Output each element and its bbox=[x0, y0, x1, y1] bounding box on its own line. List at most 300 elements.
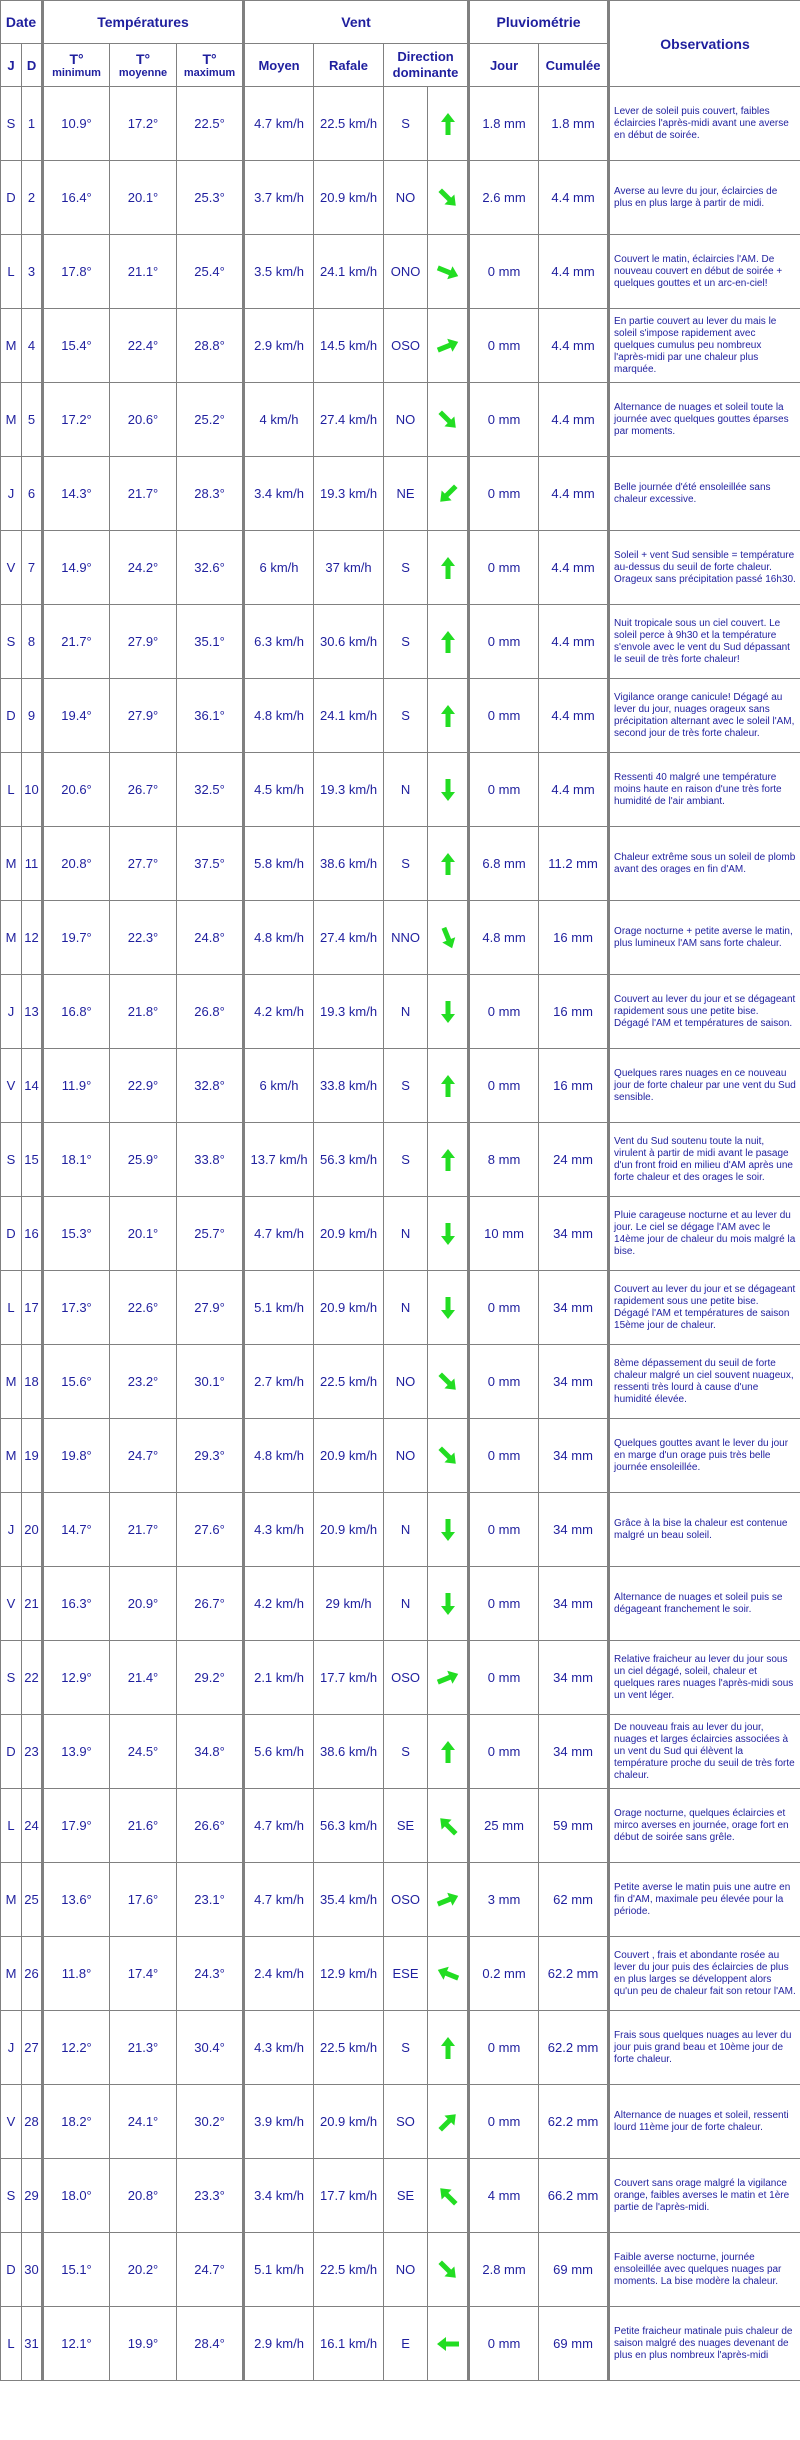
temp-min: 20.6° bbox=[43, 753, 110, 827]
rain-cumulative: 16 mm bbox=[539, 901, 609, 975]
header-direction: Direction dominante bbox=[384, 44, 469, 87]
table-row bbox=[1, 1271, 800, 1345]
wind-arrow-icon bbox=[435, 2183, 461, 2209]
rain-day: 0 mm bbox=[469, 309, 539, 383]
header-jour: Jour bbox=[469, 44, 539, 87]
temp-max: 28.8° bbox=[177, 309, 244, 383]
temp-min: 13.9° bbox=[43, 1715, 110, 1789]
wind-avg: 4.3 km/h bbox=[244, 1493, 314, 1567]
observation-text: Relative fraicheur au lever du jour sous un ciel dégagé, soleil, chaleur et quelques rares nuages l'après-midi sous un vent léger. bbox=[609, 1641, 800, 1715]
table-row bbox=[1, 2011, 800, 2085]
wind-direction: NE bbox=[384, 457, 428, 531]
observation-text: Chaleur extrême sous un soleil de plomb avant des orages en fin d'AM. bbox=[609, 827, 800, 901]
rain-cumulative: 34 mm bbox=[539, 1567, 609, 1641]
temp-avg: 24.2° bbox=[110, 531, 177, 605]
day-number: 7 bbox=[22, 531, 43, 605]
wind-avg: 13.7 km/h bbox=[244, 1123, 314, 1197]
temp-min: 11.8° bbox=[43, 1937, 110, 2011]
day-number: 23 bbox=[22, 1715, 43, 1789]
wind-gust: 20.9 km/h bbox=[314, 1419, 384, 1493]
day-number: 3 bbox=[22, 235, 43, 309]
temp-max: 34.8° bbox=[177, 1715, 244, 1789]
wind-gust: 14.5 km/h bbox=[314, 309, 384, 383]
rain-cumulative: 4.4 mm bbox=[539, 531, 609, 605]
rain-day: 0 mm bbox=[469, 2011, 539, 2085]
rain-day: 2.6 mm bbox=[469, 161, 539, 235]
wind-direction: ESE bbox=[384, 1937, 428, 2011]
day-letter: J bbox=[1, 457, 22, 531]
wind-arrow-cell bbox=[428, 1863, 469, 1937]
wind-direction: NO bbox=[384, 1345, 428, 1419]
wind-arrow-shape bbox=[435, 1667, 461, 1688]
day-letter: S bbox=[1, 1123, 22, 1197]
header-moyen: Moyen bbox=[244, 44, 314, 87]
rain-day: 1.8 mm bbox=[469, 87, 539, 161]
wind-arrow-shape bbox=[441, 853, 455, 875]
temp-max: 35.1° bbox=[177, 605, 244, 679]
day-number: 1 bbox=[22, 87, 43, 161]
temp-max: 23.3° bbox=[177, 2159, 244, 2233]
wind-avg: 4.2 km/h bbox=[244, 1567, 314, 1641]
wind-avg: 2.1 km/h bbox=[244, 1641, 314, 1715]
day-number: 20 bbox=[22, 1493, 43, 1567]
day-number: 31 bbox=[22, 2307, 43, 2381]
temp-avg: 26.7° bbox=[110, 753, 177, 827]
temp-avg: 27.7° bbox=[110, 827, 177, 901]
wind-arrow-cell bbox=[428, 605, 469, 679]
wind-direction: NO bbox=[384, 383, 428, 457]
temp-min: 12.2° bbox=[43, 2011, 110, 2085]
day-number: 8 bbox=[22, 605, 43, 679]
header-temperatures: Températures bbox=[43, 1, 244, 44]
wind-gust: 20.9 km/h bbox=[314, 161, 384, 235]
temp-min: 18.1° bbox=[43, 1123, 110, 1197]
day-number: 21 bbox=[22, 1567, 43, 1641]
rain-cumulative: 1.8 mm bbox=[539, 87, 609, 161]
header-d: D bbox=[22, 44, 43, 87]
day-number: 29 bbox=[22, 2159, 43, 2233]
wind-arrow-cell bbox=[428, 753, 469, 827]
temp-min: 19.4° bbox=[43, 679, 110, 753]
day-letter: V bbox=[1, 1567, 22, 1641]
wind-avg: 6.3 km/h bbox=[244, 605, 314, 679]
day-number: 11 bbox=[22, 827, 43, 901]
wind-arrow-icon bbox=[435, 2331, 461, 2357]
wind-direction: NO bbox=[384, 1419, 428, 1493]
table-row bbox=[1, 309, 800, 383]
temp-avg: 21.3° bbox=[110, 2011, 177, 2085]
wind-avg: 4.8 km/h bbox=[244, 679, 314, 753]
wind-gust: 27.4 km/h bbox=[314, 383, 384, 457]
wind-direction: S bbox=[384, 1049, 428, 1123]
rain-cumulative: 4.4 mm bbox=[539, 309, 609, 383]
wind-arrow-icon bbox=[435, 1517, 461, 1543]
wind-avg: 4.7 km/h bbox=[244, 1863, 314, 1937]
rain-day: 0 mm bbox=[469, 605, 539, 679]
table-row bbox=[1, 1419, 800, 1493]
temp-avg: 19.9° bbox=[110, 2307, 177, 2381]
wind-arrow-shape bbox=[441, 1741, 455, 1763]
rain-day: 0 mm bbox=[469, 753, 539, 827]
day-letter: L bbox=[1, 235, 22, 309]
day-number: 27 bbox=[22, 2011, 43, 2085]
header-tmax: T° maximum bbox=[177, 44, 244, 87]
temp-min: 16.4° bbox=[43, 161, 110, 235]
wind-arrow-cell bbox=[428, 1049, 469, 1123]
day-number: 30 bbox=[22, 2233, 43, 2307]
wind-direction: S bbox=[384, 2011, 428, 2085]
day-number: 17 bbox=[22, 1271, 43, 1345]
day-letter: S bbox=[1, 2159, 22, 2233]
day-number: 24 bbox=[22, 1789, 43, 1863]
wind-direction: N bbox=[384, 1271, 428, 1345]
rain-cumulative: 34 mm bbox=[539, 1271, 609, 1345]
header-rafale: Rafale bbox=[314, 44, 384, 87]
day-letter: J bbox=[1, 975, 22, 1049]
wind-arrow-shape bbox=[435, 1443, 460, 1468]
wind-avg: 4.8 km/h bbox=[244, 901, 314, 975]
rain-cumulative: 59 mm bbox=[539, 1789, 609, 1863]
temp-min: 14.7° bbox=[43, 1493, 110, 1567]
wind-arrow-shape bbox=[441, 1297, 455, 1319]
temp-avg: 22.4° bbox=[110, 309, 177, 383]
table-row bbox=[1, 235, 800, 309]
wind-arrow-icon bbox=[435, 1147, 461, 1173]
temp-avg: 20.8° bbox=[110, 2159, 177, 2233]
wind-arrow-icon bbox=[435, 629, 461, 655]
table-row bbox=[1, 1641, 800, 1715]
observation-text: Nuit tropicale sous un ciel couvert. Le soleil perce à 9h30 et la température s'envole avec le vent du Sud dépassant le seuil de très forte chaleur! bbox=[609, 605, 800, 679]
table-body bbox=[1, 87, 800, 2381]
temp-min: 15.6° bbox=[43, 1345, 110, 1419]
wind-avg: 3.4 km/h bbox=[244, 2159, 314, 2233]
temp-max: 26.6° bbox=[177, 1789, 244, 1863]
wind-arrow-shape bbox=[441, 779, 455, 801]
wind-gust: 19.3 km/h bbox=[314, 753, 384, 827]
wind-gust: 20.9 km/h bbox=[314, 1493, 384, 1567]
wind-gust: 56.3 km/h bbox=[314, 1123, 384, 1197]
day-letter: J bbox=[1, 2011, 22, 2085]
temp-avg: 27.9° bbox=[110, 605, 177, 679]
table-row bbox=[1, 2307, 800, 2381]
rain-cumulative: 4.4 mm bbox=[539, 605, 609, 679]
temp-max: 26.8° bbox=[177, 975, 244, 1049]
wind-avg: 3.9 km/h bbox=[244, 2085, 314, 2159]
rain-day: 8 mm bbox=[469, 1123, 539, 1197]
day-number: 19 bbox=[22, 1419, 43, 1493]
wind-gust: 30.6 km/h bbox=[314, 605, 384, 679]
temp-max: 32.8° bbox=[177, 1049, 244, 1123]
temp-max: 27.6° bbox=[177, 1493, 244, 1567]
wind-arrow-cell bbox=[428, 383, 469, 457]
temp-min: 16.3° bbox=[43, 1567, 110, 1641]
wind-arrow-cell bbox=[428, 1123, 469, 1197]
wind-avg: 5.6 km/h bbox=[244, 1715, 314, 1789]
wind-direction: OSO bbox=[384, 1863, 428, 1937]
wind-arrow-cell bbox=[428, 1937, 469, 2011]
wind-arrow-cell bbox=[428, 161, 469, 235]
wind-arrow-shape bbox=[441, 1593, 455, 1615]
temp-avg: 20.6° bbox=[110, 383, 177, 457]
table-row bbox=[1, 1937, 800, 2011]
temp-max: 28.4° bbox=[177, 2307, 244, 2381]
temp-avg: 17.6° bbox=[110, 1863, 177, 1937]
rain-day: 0 mm bbox=[469, 1049, 539, 1123]
wind-avg: 6 km/h bbox=[244, 1049, 314, 1123]
temp-max: 25.7° bbox=[177, 1197, 244, 1271]
observation-text: Orage nocturne + petite averse le matin, plus lumineux l'AM sans forte chaleur. bbox=[609, 901, 800, 975]
day-number: 4 bbox=[22, 309, 43, 383]
rain-day: 6.8 mm bbox=[469, 827, 539, 901]
rain-day: 0 mm bbox=[469, 235, 539, 309]
wind-avg: 5.8 km/h bbox=[244, 827, 314, 901]
wind-avg: 4.2 km/h bbox=[244, 975, 314, 1049]
rain-cumulative: 24 mm bbox=[539, 1123, 609, 1197]
day-letter: D bbox=[1, 1715, 22, 1789]
wind-avg: 4.7 km/h bbox=[244, 87, 314, 161]
wind-arrow-shape bbox=[441, 705, 455, 727]
wind-direction: SE bbox=[384, 2159, 428, 2233]
wind-direction: S bbox=[384, 1123, 428, 1197]
day-letter: D bbox=[1, 679, 22, 753]
observation-text: Ressenti 40 malgré une température moins haute en raison d'une très forte humidité de l'air ambiant. bbox=[609, 753, 800, 827]
observation-text: Averse au levre du jour, éclaircies de plus en plus large à partir de midi. bbox=[609, 161, 800, 235]
temp-min: 15.3° bbox=[43, 1197, 110, 1271]
wind-arrow-icon bbox=[435, 185, 461, 211]
temp-min: 11.9° bbox=[43, 1049, 110, 1123]
temp-avg: 20.1° bbox=[110, 1197, 177, 1271]
wind-gust: 22.5 km/h bbox=[314, 2233, 384, 2307]
rain-day: 0 mm bbox=[469, 1641, 539, 1715]
temp-avg: 25.9° bbox=[110, 1123, 177, 1197]
observation-text: Couvert au lever du jour et se dégageant rapidement sous une petite bise. Dégagé l'AM et températures de saison 15ème jour de chaleur. bbox=[609, 1271, 800, 1345]
wind-arrow-cell bbox=[428, 2159, 469, 2233]
temp-max: 29.2° bbox=[177, 1641, 244, 1715]
wind-arrow-icon bbox=[435, 259, 461, 285]
wind-avg: 6 km/h bbox=[244, 531, 314, 605]
table-row bbox=[1, 1789, 800, 1863]
wind-gust: 33.8 km/h bbox=[314, 1049, 384, 1123]
observation-text: Couvert sans orage malgré la vigilance orange, faibles averses le matin et 1ère partie de l'après-midi. bbox=[609, 2159, 800, 2233]
rain-cumulative: 69 mm bbox=[539, 2233, 609, 2307]
wind-arrow-icon bbox=[435, 333, 461, 359]
day-letter: J bbox=[1, 1493, 22, 1567]
wind-avg: 4.7 km/h bbox=[244, 1197, 314, 1271]
table-row bbox=[1, 975, 800, 1049]
wind-arrow-shape bbox=[435, 1813, 460, 1838]
observation-text: Lever de soleil puis couvert, faibles éclaircies l'après-midi avant une averse en début de soirée. bbox=[609, 87, 800, 161]
temp-min: 18.2° bbox=[43, 2085, 110, 2159]
wind-gust: 20.9 km/h bbox=[314, 2085, 384, 2159]
table-row bbox=[1, 1049, 800, 1123]
wind-arrow-shape bbox=[441, 1001, 455, 1023]
wind-arrow-cell bbox=[428, 309, 469, 383]
wind-arrow-shape bbox=[441, 2037, 455, 2059]
temp-min: 20.8° bbox=[43, 827, 110, 901]
temp-min: 21.7° bbox=[43, 605, 110, 679]
wind-gust: 29 km/h bbox=[314, 1567, 384, 1641]
wind-arrow-cell bbox=[428, 1641, 469, 1715]
wind-gust: 27.4 km/h bbox=[314, 901, 384, 975]
wind-arrow-shape bbox=[435, 261, 461, 282]
wind-gust: 17.7 km/h bbox=[314, 2159, 384, 2233]
rain-day: 0 mm bbox=[469, 1715, 539, 1789]
rain-cumulative: 16 mm bbox=[539, 1049, 609, 1123]
header-cumulee: Cumulée bbox=[539, 44, 609, 87]
rain-day: 2.8 mm bbox=[469, 2233, 539, 2307]
day-letter: V bbox=[1, 1049, 22, 1123]
wind-arrow-shape bbox=[441, 113, 455, 135]
day-letter: S bbox=[1, 605, 22, 679]
wind-arrow-icon bbox=[435, 2109, 461, 2135]
temp-avg: 24.1° bbox=[110, 2085, 177, 2159]
wind-direction: N bbox=[384, 1493, 428, 1567]
day-number: 28 bbox=[22, 2085, 43, 2159]
rain-day: 0 mm bbox=[469, 975, 539, 1049]
wind-direction: E bbox=[384, 2307, 428, 2381]
day-letter: M bbox=[1, 1419, 22, 1493]
observation-text: Quelques gouttes avant le lever du jour en marge d'un orage puis très belle journée ensoleillée. bbox=[609, 1419, 800, 1493]
wind-arrow-icon bbox=[435, 1591, 461, 1617]
wind-arrow-cell bbox=[428, 1419, 469, 1493]
day-letter: M bbox=[1, 1863, 22, 1937]
wind-arrow-shape bbox=[435, 2183, 460, 2208]
wind-arrow-cell bbox=[428, 2307, 469, 2381]
wind-arrow-shape bbox=[435, 407, 460, 432]
rain-day: 0 mm bbox=[469, 679, 539, 753]
rain-cumulative: 34 mm bbox=[539, 1345, 609, 1419]
rain-cumulative: 4.4 mm bbox=[539, 161, 609, 235]
temp-max: 24.8° bbox=[177, 901, 244, 975]
wind-arrow-icon bbox=[435, 1221, 461, 1247]
wind-direction: S bbox=[384, 1715, 428, 1789]
wind-gust: 19.3 km/h bbox=[314, 975, 384, 1049]
temp-max: 25.4° bbox=[177, 235, 244, 309]
wind-arrow-shape bbox=[441, 1223, 455, 1245]
day-number: 6 bbox=[22, 457, 43, 531]
temp-avg: 21.7° bbox=[110, 1493, 177, 1567]
day-letter: D bbox=[1, 2233, 22, 2307]
day-letter: D bbox=[1, 161, 22, 235]
wind-direction: S bbox=[384, 87, 428, 161]
temp-max: 25.2° bbox=[177, 383, 244, 457]
wind-direction: NO bbox=[384, 161, 428, 235]
wind-arrow-icon bbox=[435, 1073, 461, 1099]
wind-gust: 20.9 km/h bbox=[314, 1197, 384, 1271]
temp-max: 33.8° bbox=[177, 1123, 244, 1197]
wind-arrow-cell bbox=[428, 975, 469, 1049]
temp-max: 29.3° bbox=[177, 1419, 244, 1493]
wind-avg: 2.4 km/h bbox=[244, 1937, 314, 2011]
day-number: 18 bbox=[22, 1345, 43, 1419]
wind-arrow-cell bbox=[428, 1715, 469, 1789]
wind-direction: S bbox=[384, 827, 428, 901]
wind-arrow-cell bbox=[428, 531, 469, 605]
day-number: 15 bbox=[22, 1123, 43, 1197]
wind-arrow-shape bbox=[435, 2109, 460, 2134]
temp-avg: 22.9° bbox=[110, 1049, 177, 1123]
rain-day: 0 mm bbox=[469, 457, 539, 531]
wind-arrow-shape bbox=[441, 557, 455, 579]
wind-arrow-icon bbox=[435, 925, 461, 951]
day-number: 13 bbox=[22, 975, 43, 1049]
wind-avg: 3.7 km/h bbox=[244, 161, 314, 235]
wind-avg: 4.7 km/h bbox=[244, 1789, 314, 1863]
wind-arrow-shape bbox=[435, 2257, 460, 2282]
day-number: 14 bbox=[22, 1049, 43, 1123]
day-letter: L bbox=[1, 1789, 22, 1863]
temp-min: 12.1° bbox=[43, 2307, 110, 2381]
day-letter: L bbox=[1, 1271, 22, 1345]
rain-cumulative: 34 mm bbox=[539, 1715, 609, 1789]
wind-arrow-icon bbox=[435, 2257, 461, 2283]
rain-day: 3 mm bbox=[469, 1863, 539, 1937]
observation-text: Faible averse nocturne, journée ensoleillée avec quelques nuages par moments. La bise modère la chaleur. bbox=[609, 2233, 800, 2307]
temp-min: 14.3° bbox=[43, 457, 110, 531]
observation-text: Grâce à la bise la chaleur est contenue malgré un beau soleil. bbox=[609, 1493, 800, 1567]
observation-text: Couvert au lever du jour et se dégageant rapidement sous une petite bise. Dégagé l'AM et températures de saison. bbox=[609, 975, 800, 1049]
day-letter: M bbox=[1, 827, 22, 901]
wind-arrow-shape bbox=[435, 335, 461, 356]
wind-avg: 2.9 km/h bbox=[244, 309, 314, 383]
temp-max: 22.5° bbox=[177, 87, 244, 161]
header-observations: Observations bbox=[609, 1, 800, 87]
wind-arrow-icon bbox=[435, 407, 461, 433]
temp-min: 10.9° bbox=[43, 87, 110, 161]
temp-max: 32.6° bbox=[177, 531, 244, 605]
wind-arrow-cell bbox=[428, 1345, 469, 1419]
temp-max: 36.1° bbox=[177, 679, 244, 753]
wind-avg: 5.1 km/h bbox=[244, 2233, 314, 2307]
wind-direction: OSO bbox=[384, 309, 428, 383]
temp-avg: 21.8° bbox=[110, 975, 177, 1049]
wind-arrow-shape bbox=[441, 1519, 455, 1541]
wind-gust: 24.1 km/h bbox=[314, 235, 384, 309]
wind-arrow-shape bbox=[435, 185, 460, 210]
wind-avg: 5.1 km/h bbox=[244, 1271, 314, 1345]
day-letter: M bbox=[1, 309, 22, 383]
observation-text: Alternance de nuages et soleil puis se dégageant franchement le soir. bbox=[609, 1567, 800, 1641]
rain-day: 0.2 mm bbox=[469, 1937, 539, 2011]
rain-cumulative: 16 mm bbox=[539, 975, 609, 1049]
wind-avg: 3.5 km/h bbox=[244, 235, 314, 309]
day-letter: M bbox=[1, 901, 22, 975]
temp-avg: 24.5° bbox=[110, 1715, 177, 1789]
observation-text: Vent du Sud soutenu toute la nuit, virulent à partir de midi avant le pasage d'un front froid en milieu d'AM après une forte chaleur et des orages le soir. bbox=[609, 1123, 800, 1197]
wind-gust: 12.9 km/h bbox=[314, 1937, 384, 2011]
wind-arrow-cell bbox=[428, 2011, 469, 2085]
wind-arrow-icon bbox=[435, 1961, 461, 1987]
temp-min: 16.8° bbox=[43, 975, 110, 1049]
observation-text: En partie couvert au lever du mais le soleil s'impose rapidement avec quelques cumulus peu nombreux l'après-midi par une chaleur plus marquée. bbox=[609, 309, 800, 383]
temp-avg: 22.3° bbox=[110, 901, 177, 975]
wind-arrow-icon bbox=[435, 1887, 461, 1913]
day-letter: M bbox=[1, 1937, 22, 2011]
day-number: 16 bbox=[22, 1197, 43, 1271]
wind-gust: 35.4 km/h bbox=[314, 1863, 384, 1937]
table-row bbox=[1, 1567, 800, 1641]
wind-arrow-cell bbox=[428, 2085, 469, 2159]
rain-cumulative: 11.2 mm bbox=[539, 827, 609, 901]
day-letter: V bbox=[1, 531, 22, 605]
table-row bbox=[1, 2085, 800, 2159]
day-letter: S bbox=[1, 87, 22, 161]
wind-gust: 37 km/h bbox=[314, 531, 384, 605]
day-letter: M bbox=[1, 383, 22, 457]
wind-arrow-icon bbox=[435, 481, 461, 507]
day-letter: D bbox=[1, 1197, 22, 1271]
temp-max: 24.7° bbox=[177, 2233, 244, 2307]
